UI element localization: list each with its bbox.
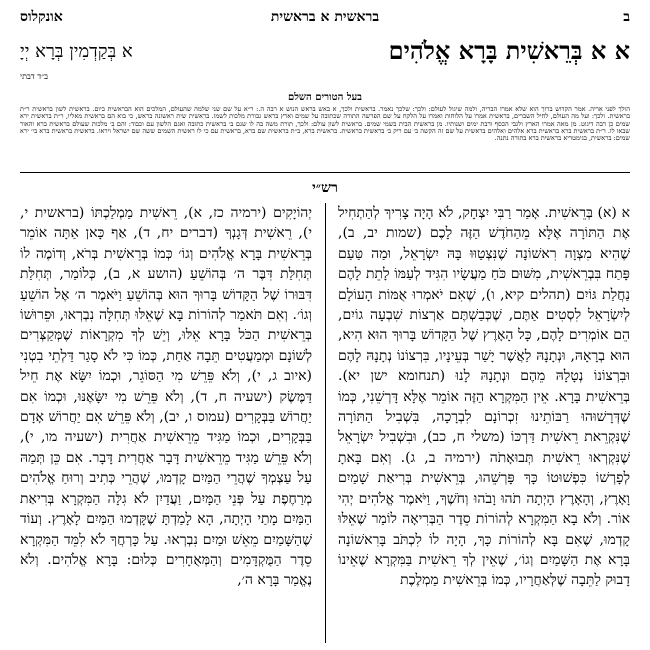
small-commentary-block: הולך לפני אריה. אמר הקדוש ברוך הוא שלא אמרו הבריה, ולמה שיגול לעולם: ולכך: שלכך נאמר. בראשית ולכך, א באש בראש הנוש א רבה ה.: ר״א על שם שני שלמה שהעולם, המלכים הוא הבראשית ביום. בראשית לשון בראשית ר״ת בראשית. ולכך: ועל מה העולם, לחיל השברים, בראשית אמרו על הלוחות ואמרו על הלקח על שם הפרשה התורה שכתובה על שמים וארץ בראש גבורת מלכות לשמו. בראשית שית ראשונה בראש, כי בוא הם בראשית מאליו, ר״ת בראשית ירא שמים כן רבה דיגוט. מן מאה אמרו הארץ ולגבי הכסף ורבת ימים ושנותיו. מן בראשית הבית בשמי שמים. בראשית לשון עולם: ולכך, תורת משה בה לו שגם ב׳ בראשית כתובה ואגם הלשון עם וכבוד: והם ב׳ מלכות שעולם בראשית ברא והאור שבאו לו. ר״ת בראשית ברא בראשית ברא אלהים ואלהים בראשית על שם זה הקשה ב׳ עם ריק ב׳ בראשית בראשית. בראשית ברא, ב״ת בראשית שם ברא, בראשית עם כי לו ראשית השמים ששה שם ישראל ויראו. בראשית בראשית ברא בי׳ ירא שמים: בראשית, בגימטריא בראשית ברא בתורה נתנה. [20, 106, 630, 143]
rashi-title: רש״י [312, 180, 338, 196]
verse-line [20, 36, 630, 66]
onkelos-label: אונקלוס [20, 8, 63, 25]
rashi-left-column: יְהוֹיָקִים (ירמיה כז, א), רֵאשִׁית מַמְלַכְתּוֹ (בראשית י, י), רֵאשִׁית דְּגָנְךָ (דברים יח, ד), אַף כָּאן אַתָּה אוֹמֵר בְּרֵאשִׁית בָּרָא אֱלֹהִים וְגוֹ׳ כְּמוֹ בְּרֵאשִׁית בְּרֹא, וְדוֹמֶה לוֹ תְּחִלַּת דִּבֶּר ה׳ בְּהוֹשֵׁעַ (הושע א, ב), כְּלוֹמַר, תְּחִלַּת דִּבּוּרוֹ שֶׁל הַקָּדוֹשׁ בָּרוּךְ הוּא בְּהוֹשֵׁעַ וַיֹּאמֶר ה׳ אֶל הוֹשֵׁעַ וְגוֹ׳. וְאִם תֹּאמַר לְהוֹרוֹת בָּא שֶׁאֵלּוּ תְּחִלָּה נִבְרְאוּ, וּפֵרוּשׁוֹ בְּרֵאשִׁית הַכֹּל בָּרָא אֵלּוּ, וְיֵשׁ לְךָ מִקְרָאוֹת שֶׁמְּקַצְּרִים לְשׁוֹנָם וּמְמַעֲטִים תֵּבָה אַחַת, כְּמוֹ כִּי לֹא סָגַר דַּלְתֵי בִטְנִי (איוב ג, י), וְלֹא פֵּרֵשׁ מִי הַסּוֹגֵר, וּכְמוֹ יִשָּׂא אֶת חֵיל דַּמֶּשֶׂק (ישעיה ח, ד), וְלֹא פֵּרֵשׁ מִי יִשָּׂאֶנּוּ, וּכְמוֹ אִם יַחֲרוֹשׁ בַּבְּקָרִים (עמוס ו, יב), וְלֹא פֵּרֵשׁ אִם יַחֲרוֹשׁ אָדָם בַּבְּקָרִים, וּכְמוֹ מַגִּיד מֵרֵאשִׁית אַחֲרִית (ישעיה מו, י), וְלֹא פֵּרֵשׁ מַגִּיד מֵרֵאשִׁית דָּבָר אַחֲרִית דָּבָר. אִם כֵּן תְּמַהּ עַל עַצְמְךָ שֶׁהֲרֵי הַמַּיִם קָדְמוּ, שֶׁהֲרֵי כְּתִיב וְרוּחַ אֱלֹהִים מְרַחֶפֶת עַל פְּנֵי הַמָּיִם, וַעֲדַיִן לֹא גִלָּה הַמִּקְרָא בְּרִיאַת הַמַּיִם מָתַי הָיְתָה, הָא לָמַדְתָּ שֶׁקָּדְמוּ הַמַּיִם לָאָרֶץ. וְעוֹד שֶׁהַשָּׁמַיִם מֵאֵשׁ וּמַיִם נִבְרְאוּ. עַל כָּרְחֲךָ לֹא לִמֵּד הַמִּקְרָא סֵדֶר הַמֻּקְדָּמִים וְהַמְּאֻחָרִים כְּלוּם: בָּרָא אֱלֹהִים. וְלֹא נֶאֱמַר בָּרָא ה׳, [20, 205, 312, 589]
rashi-right-column: א (א) בְּרֵאשִׁית. אָמַר רַבִּי יִצְחָק, לֹא הָיָה צָרִיךְ לְהַתְחִיל אֶת הַתּוֹרָה אֶלָּא מֵהַחֹדֶשׁ הַזֶּה לָכֶם (שמות יב, ב), שֶׁהִיא מִצְוָה רִאשׁוֹנָה שֶׁנִּצְטַוּוּ בָּהּ יִשְׂרָאֵל, וּמַה טַּעַם פָּתַח בִּבְרֵאשִׁית, מִשּׁוּם כֹּחַ מַעֲשָׂיו הִגִּיד לְעַמּוֹ לָתֵת לָהֶם נַחֲלַת גּוֹיִם (תהלים קיא, ו), שֶׁאִם יֹאמְרוּ אֻמּוֹת הָעוֹלָם לְיִשְׂרָאֵל לִסְטִים אַתֶּם, שֶׁכְּבַשְׁתֶּם אַרְצוֹת שִׁבְעָה גוֹיִם, הֵם אוֹמְרִים לָהֶם, כָּל הָאָרֶץ שֶׁל הַקָּדוֹשׁ בָּרוּךְ הוּא הִיא, הוּא בְרָאָהּ, וּנְתָנָהּ לַאֲשֶׁר יָשַׁר בְּעֵינָיו, בִּרְצוֹנוֹ נְתָנָהּ לָהֶם וּבִרְצוֹנוֹ נְטָלָהּ מֵהֶם וּנְתָנָהּ לָנוּ (תנחומא ישן יא). בְּרֵאשִׁית בָּרָא. אֵין הַמִּקְרָא הַזֶּה אוֹמֵר אֶלָּא דָּרְשֵׁנִי, כְּמוֹ שֶׁדְּרָשׁוּהוּ רַבּוֹתֵינוּ זִכְרוֹנָם לִבְרָכָה, בִּשְׁבִיל הַתּוֹרָה שֶׁנִּקְרֵאת רֵאשִׁית דַּרְכּוֹ (משלי ח, כב), וּבִשְׁבִיל יִשְׂרָאֵל שֶׁנִּקְרְאוּ רֵאשִׁית תְּבוּאָתֹה (ירמיה ב, ג). וְאִם בָּאתָ לְפָרְשׁוֹ כִּפְשׁוּטוֹ כָּךְ פָּרְשֵׁהוּ, בְּרֵאשִׁית בְּרִיאַת שָׁמַיִם וָאָרֶץ, וְהָאָרֶץ הָיְתָה תֹהוּ וָבֹהוּ וְחֹשֶׁךְ, וַיֹּאמֶר אֱלֹהִים יְהִי אוֹר. וְלֹא בָא הַמִּקְרָא לְהוֹרוֹת סֵדֶר הַבְּרִיאָה לוֹמַר שֶׁאֵלּוּ קָדְמוּ, שֶׁאִם בָּא לְהוֹרוֹת כָּךְ, הָיָה לוֹ לִכְתֹּב בָּרִאשׁוֹנָה בָּרָא אֶת הַשָּׁמַיִם וְגוֹ׳, שֶׁאֵין לְךָ רֵאשִׁית בַּמִּקְרָא שֶׁאֵינוֹ דָבוּק לַתֵּבָה שֶׁלְּאַחֲרָיו, כְּמוֹ בְּרֵאשִׁית מַמְלֶכֶת [338, 205, 630, 589]
verse-hebrew: א א בְּרֵאשִׁית בָּרָא אֱלֹהִים [388, 36, 630, 65]
left-note: ב״ד דבתי [20, 72, 48, 81]
section-divider [20, 172, 630, 173]
running-title: בראשית א בראשית [270, 8, 380, 25]
verse-onkelos: א בְּקַדְמִין בְּרָא יְיָ [20, 40, 133, 62]
column-divider [325, 203, 326, 643]
running-header [20, 8, 630, 26]
bal-haturim-title: בעל הטורים השלם [288, 92, 362, 103]
page-letter: ב [623, 8, 630, 25]
